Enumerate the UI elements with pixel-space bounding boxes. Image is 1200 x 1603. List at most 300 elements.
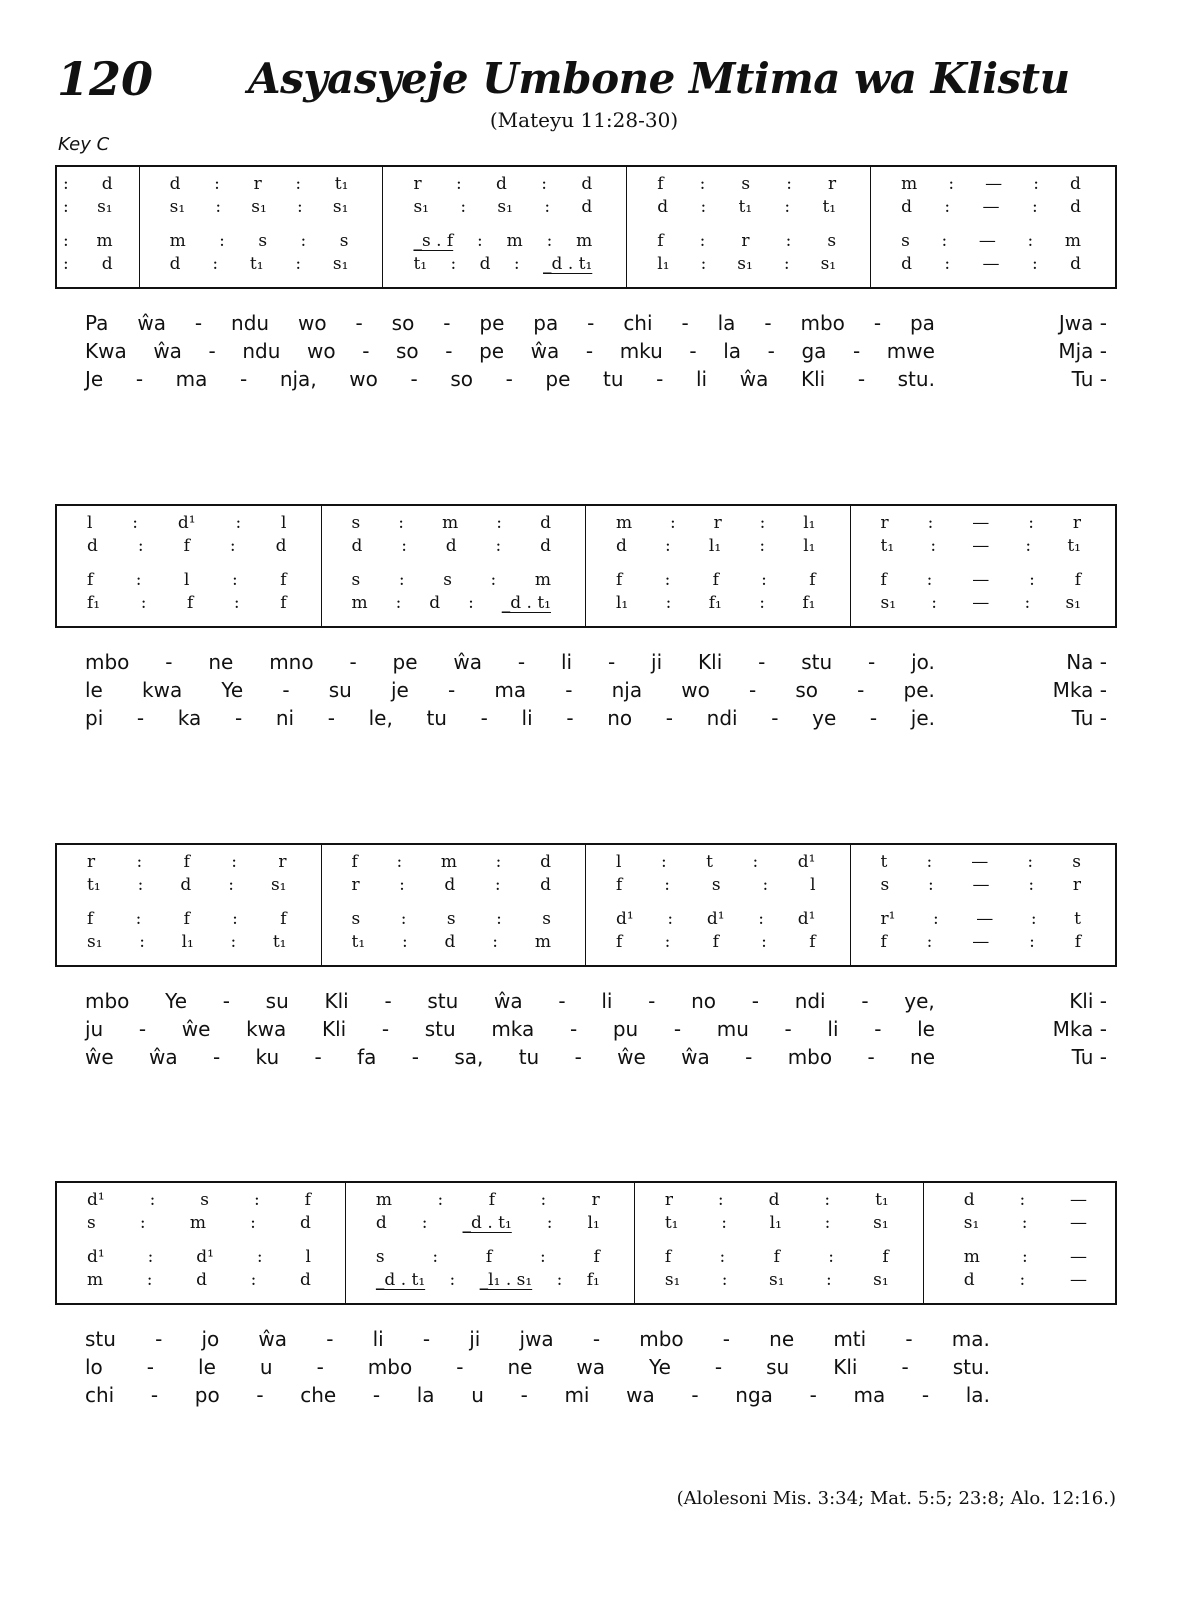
voice-row [586, 931, 850, 954]
solfa-note: s [901, 231, 910, 251]
solfa-note: d¹ [797, 852, 816, 872]
solfa-note: — [985, 174, 1003, 194]
solfa-note: t₁ [875, 1190, 889, 1210]
lyric-syllable: - [208, 339, 216, 363]
voice-row [346, 1246, 634, 1269]
lyric-syllable: - [517, 650, 526, 674]
solfa-note: f [280, 593, 287, 613]
lyric-syllable: - [349, 650, 357, 674]
voice-row [924, 1189, 1115, 1212]
solfa-note: d [169, 174, 181, 194]
solfa-note: l [810, 875, 816, 895]
solfa-note: : [1025, 536, 1032, 556]
lyric-line [85, 1381, 1107, 1409]
lyric-syllable: - [194, 311, 203, 335]
solfa-note: l [616, 852, 622, 872]
lyric-syllable: le [85, 678, 103, 702]
solfa-note: : [396, 852, 403, 872]
solfa-note: d [196, 1270, 207, 1290]
solfa-note: : [494, 875, 501, 895]
solfa-note: : [212, 254, 219, 274]
lyric-syllable: pe [392, 650, 418, 674]
lyric-syllable: fa [357, 1045, 377, 1069]
solfa-note: : [761, 932, 767, 952]
slurred-notes: _s . f [413, 231, 454, 251]
system-staff [55, 504, 1117, 628]
lyric-syllable: - [665, 706, 673, 730]
solfa-note: : [664, 570, 671, 590]
solfa-note: : [135, 570, 142, 590]
voice-row [346, 1212, 634, 1235]
solfa-note: — [972, 570, 990, 590]
voice-row [924, 1269, 1115, 1292]
solfa-note: d [963, 1190, 975, 1210]
solfa-note: f [657, 174, 664, 194]
lyric-syllable: so [391, 311, 415, 335]
solfa-note: : [927, 513, 934, 533]
lyric-syllable: ne [507, 1355, 533, 1379]
solfa-note: : [786, 174, 792, 194]
solfa-note: t [1074, 909, 1081, 929]
solfa-note: r [87, 852, 96, 872]
solfa-note: — [1069, 1247, 1087, 1267]
solfa-note: : [437, 1190, 444, 1210]
lyric-pickup: Tu - [1071, 367, 1107, 391]
lyric-syllable: - [240, 367, 248, 391]
solfa-note: r [664, 1190, 673, 1210]
solfa-note: — [976, 909, 994, 929]
lyric-syllable: kwa [142, 678, 183, 702]
solfa-note: : [63, 254, 69, 274]
voice-row [57, 1246, 345, 1269]
voice-row [57, 1189, 345, 1212]
lyric-syllable: ŵa [530, 339, 560, 363]
lyric-syllable: - [384, 989, 392, 1013]
lyric-syllable: le [198, 1355, 216, 1379]
solfa-note: : [132, 513, 139, 533]
lyric-syllable: - [558, 989, 566, 1013]
solfa-note: : [544, 197, 551, 217]
lyric-pickup: Mka - [1052, 1017, 1107, 1041]
lyric-syllable: stu. [952, 1355, 990, 1379]
lyric-syllable: pa [533, 311, 559, 335]
lyric-syllable: - [150, 1383, 159, 1407]
solfa-note: t₁ [738, 197, 753, 217]
lyric-pickup: Jwa - [1058, 311, 1107, 335]
lyric-syllable: sa, [454, 1045, 484, 1069]
solfa-note: : [759, 536, 766, 556]
solfa-note: : [670, 513, 676, 533]
solfa-note: d [1070, 174, 1081, 194]
voice-row [627, 230, 870, 253]
solfa-note: : [784, 197, 791, 217]
lyric-syllable: - [410, 367, 418, 391]
solfa-note: r [253, 174, 262, 194]
lyric-syllable: - [355, 311, 363, 335]
solfa-note: : [139, 1213, 146, 1233]
lyric-syllables [85, 1353, 990, 1381]
solfa-note: t [706, 852, 714, 872]
lyric-syllable: mku [619, 339, 663, 363]
voice-row [635, 1189, 923, 1212]
slurred-notes: _d . t₁ [501, 593, 551, 613]
solfa-note: : [140, 593, 147, 613]
lyric-syllable: - [155, 1327, 163, 1351]
lyric-syllable: - [480, 706, 488, 730]
lyric-syllable: - [314, 1045, 322, 1069]
measure [851, 506, 1116, 626]
lyric-syllables [85, 648, 935, 676]
solfa-note: r [278, 852, 287, 872]
lyric-syllable: - [587, 311, 595, 335]
solfa-note: s [351, 909, 361, 929]
voice-row [586, 569, 850, 592]
lyric-syllable: ŵa [149, 1045, 178, 1069]
lyric-syllable: ku [255, 1045, 280, 1069]
voice-row [322, 874, 586, 897]
solfa-note: : [230, 932, 237, 952]
solfa-note: d¹ [797, 909, 816, 929]
lyric-syllable: li [827, 1017, 839, 1041]
lyric-syllable: u [471, 1383, 484, 1407]
solfa-note: r [351, 875, 360, 895]
voice-row [57, 1269, 345, 1292]
solfa-note: d [657, 197, 669, 217]
solfa-note: : [944, 197, 951, 217]
solfa-note: f₁ [87, 593, 101, 613]
lyrics-block [85, 648, 1107, 732]
voice-row [851, 569, 1116, 592]
lyric-syllable: - [874, 1017, 882, 1041]
solfa-note: t₁ [272, 932, 287, 952]
lyric-syllable: - [689, 339, 697, 363]
solfa-note: t [880, 852, 888, 872]
voice-row [871, 253, 1115, 276]
lyric-syllable: jo. [911, 650, 935, 674]
lyric-pickup: Na - [1066, 650, 1107, 674]
lyric-syllable: ŵa [494, 989, 523, 1013]
lyric-line [85, 1015, 1107, 1043]
solfa-note: f [880, 932, 887, 952]
lyric-syllable: ma [494, 678, 527, 702]
solfa-note: l₁ [769, 1213, 782, 1233]
solfa-note: s [258, 231, 268, 251]
solfa-note: : [664, 932, 671, 952]
lyric-syllable: Kli [321, 1017, 347, 1041]
voice-row [57, 253, 139, 276]
voice-row [871, 196, 1115, 219]
solfa-note: d¹ [616, 909, 634, 929]
solfa-note: : [250, 1270, 257, 1290]
measure [322, 506, 587, 626]
solfa-note: s₁ [1065, 593, 1081, 613]
measure [57, 167, 140, 287]
lyric-syllable: mbo [800, 311, 845, 335]
lyric-syllable: pe [479, 339, 505, 363]
solfa-note: : [398, 513, 405, 533]
solfa-note: t₁ [87, 875, 101, 895]
lyric-syllable: lo [85, 1355, 103, 1379]
solfa-note: — [982, 197, 1000, 217]
lyric-syllable: mbo [639, 1327, 684, 1351]
solfa-note: d [581, 197, 593, 217]
solfa-note: m [169, 231, 186, 251]
solfa-note: : [828, 1247, 834, 1267]
lyric-syllable: - [566, 706, 574, 730]
solfa-note: : [928, 875, 934, 895]
solfa-note: : [455, 174, 462, 194]
lyric-syllable: - [372, 1383, 381, 1407]
solfa-note: s [880, 875, 890, 895]
voice-row [851, 874, 1116, 897]
solfa-note: d [275, 536, 287, 556]
lyric-syllable: ndu [231, 311, 270, 335]
solfa-note: : [214, 174, 220, 194]
solfa-note: : [546, 1213, 553, 1233]
solfa-note: : [699, 231, 706, 251]
solfa-note: : [556, 1270, 563, 1290]
lyric-syllable: Kwa [85, 339, 127, 363]
solfa-note: d [300, 1213, 311, 1233]
solfa-note: m [576, 231, 593, 251]
solfa-note: d [169, 254, 181, 274]
measure [871, 167, 1115, 287]
solfa-note: : [759, 513, 766, 533]
solfa-note: — [972, 513, 990, 533]
solfa-note: d [581, 174, 593, 194]
solfa-note: : [540, 1190, 547, 1210]
solfa-note: : [495, 536, 502, 556]
lyric-syllables [85, 676, 935, 704]
lyric-syllable: - [456, 1355, 464, 1379]
solfa-note: : [931, 593, 938, 613]
solfa-note: m [189, 1213, 206, 1233]
scripture-reference: (Mateyu 11:28-30) [489, 108, 679, 132]
solfa-note: d [351, 536, 363, 556]
lyric-syllable: stu [427, 989, 459, 1013]
solfa-note: m [87, 1270, 104, 1290]
voice-row [586, 512, 850, 535]
solfa-note: f [616, 570, 623, 590]
lyric-pickup: Mja - [1058, 339, 1107, 363]
lyric-syllable: wo [307, 339, 336, 363]
solfa-note: l₁ [657, 254, 670, 274]
solfa-note: — [978, 231, 996, 251]
solfa-note: : [1028, 875, 1035, 895]
voice-row [57, 173, 139, 196]
solfa-note: s [446, 909, 456, 929]
voice-row [322, 931, 586, 954]
lyric-syllables [85, 309, 935, 337]
solfa-note: r [713, 513, 722, 533]
solfa-note: l [87, 513, 93, 533]
solfa-note: : [400, 909, 407, 929]
lyric-syllable: ŵe [181, 1017, 211, 1041]
lyric-syllable: - [681, 311, 689, 335]
solfa-note: d [444, 932, 456, 952]
measure [586, 506, 851, 626]
solfa-note: l₁ [181, 932, 194, 952]
lyric-syllable: - [751, 989, 759, 1013]
lyric-syllable: - [165, 650, 173, 674]
lyrics-block [85, 1325, 1107, 1409]
lyric-syllable: - [921, 1383, 930, 1407]
solfa-note: : [1031, 254, 1038, 274]
solfa-note: s₁ [880, 593, 897, 613]
solfa-note: f [882, 1247, 889, 1267]
lyric-syllable: - [136, 706, 145, 730]
lyric-syllable: - [771, 706, 779, 730]
solfa-note: m [506, 231, 523, 251]
lyric-syllable: mi [564, 1383, 590, 1407]
measure [346, 1183, 635, 1303]
voice-row [383, 173, 626, 196]
solfa-note: d¹ [196, 1247, 214, 1267]
lyric-syllable: stu [85, 1327, 116, 1351]
solfa-note: m [440, 852, 457, 872]
solfa-note: : [468, 593, 474, 613]
lyric-syllable: - [714, 1355, 723, 1379]
lyric-syllables [85, 1043, 935, 1071]
slurred-notes: _l₁ . s₁ [479, 1270, 533, 1290]
solfa-note: f [809, 570, 816, 590]
voice-row [322, 569, 586, 592]
lyric-syllable: mwe [886, 339, 935, 363]
lyric-syllable: li [372, 1327, 384, 1351]
measure [322, 845, 587, 965]
voice-row [57, 230, 139, 253]
solfa-note: : [449, 1270, 456, 1290]
lyric-syllable: - [852, 339, 861, 363]
solfa-note: s [87, 1213, 96, 1233]
solfa-note: : [295, 174, 302, 194]
lyric-syllable: ndi [706, 706, 738, 730]
solfa-note: — [972, 875, 990, 895]
lyric-syllable: so [396, 339, 419, 363]
lyric-syllable: la [723, 339, 742, 363]
solfa-note: : [944, 254, 951, 274]
voice-row [871, 173, 1115, 196]
solfa-note: d [901, 254, 913, 274]
footer-references: (Alolesoni Mis. 3:34; Mat. 5:5; 23:8; Alo. 12:16.) [676, 1488, 1116, 1509]
lyric-syllable: u [259, 1355, 273, 1379]
solfa-note: s [1072, 852, 1081, 872]
solfa-note: t₁ [413, 254, 428, 274]
solfa-note: r [1072, 513, 1081, 533]
lyric-syllable: Kli [698, 650, 723, 674]
lyric-pickup: Tu - [1071, 1045, 1107, 1069]
voice-row [57, 1212, 345, 1235]
lyric-syllable: le [917, 1017, 935, 1041]
lyric-syllable: li [696, 367, 708, 391]
solfa-note: f [187, 593, 194, 613]
voice-row [635, 1246, 923, 1269]
solfa-note: : [135, 909, 142, 929]
solfa-note: l₁ [587, 1213, 600, 1233]
system-staff [55, 165, 1117, 289]
lyric-syllable: - [905, 1327, 913, 1351]
lyric-syllable: stu. [897, 367, 935, 391]
solfa-note: l [184, 570, 190, 590]
voice-row [140, 173, 383, 196]
solfa-note: : [450, 254, 457, 274]
lyric-syllable: - [362, 339, 370, 363]
voice-row [322, 512, 586, 535]
solfa-note: m [96, 231, 113, 251]
lyric-syllable: ka [177, 706, 202, 730]
solfa-note: : [665, 536, 671, 556]
voice-row [924, 1246, 1115, 1269]
solfa-note: m [616, 513, 633, 533]
lyric-syllable: - [673, 1017, 682, 1041]
lyric-syllable: ni [275, 706, 295, 730]
solfa-note: s₁ [169, 197, 186, 217]
solfa-note: : [761, 570, 767, 590]
measure [635, 1183, 924, 1303]
solfa-note: s₁ [332, 254, 349, 274]
solfa-note: d [1070, 254, 1081, 274]
voice-row [346, 1189, 634, 1212]
voice-row [851, 908, 1116, 931]
solfa-note: : [1033, 174, 1039, 194]
lyric-syllable: tu [426, 706, 447, 730]
solfa-note: s₁ [87, 932, 103, 952]
lyric-syllable: pe [545, 367, 571, 391]
lyric-syllable: jo [201, 1327, 220, 1351]
solfa-note: : [513, 254, 520, 274]
lyric-syllable: Ye [165, 989, 188, 1013]
solfa-note: : [250, 1213, 256, 1233]
measure [851, 845, 1116, 965]
lyric-syllable: nga [735, 1383, 773, 1407]
solfa-note: : [721, 1213, 727, 1233]
solfa-note: — [1070, 1213, 1087, 1233]
solfa-note: : [660, 852, 667, 872]
solfa-note: s [741, 174, 751, 194]
solfa-note: : [139, 932, 145, 952]
solfa-note: : [1030, 909, 1037, 929]
solfa-note: : [256, 1247, 263, 1267]
lyric-line [85, 1043, 1107, 1071]
lyric-syllables [85, 704, 935, 732]
lyric-syllable: pu [612, 1017, 639, 1041]
solfa-note: : [752, 852, 759, 872]
solfa-note: d [540, 536, 551, 556]
solfa-note: : [398, 570, 405, 590]
solfa-note: t₁ [249, 254, 264, 274]
measure [924, 1183, 1115, 1303]
lyric-syllable: ma. [951, 1327, 990, 1351]
solfa-note: : [401, 536, 407, 556]
solfa-note: d [180, 875, 192, 895]
lyric-syllable: - [574, 1045, 582, 1069]
voice-row [871, 230, 1115, 253]
lyric-line [85, 1353, 1107, 1381]
solfa-note: : [63, 197, 69, 217]
solfa-note: m [534, 932, 551, 952]
lyric-syllable: li [601, 989, 613, 1013]
lyric-syllable: - [869, 706, 878, 730]
voice-row [627, 173, 870, 196]
solfa-note: d [540, 852, 551, 872]
voice-row [851, 535, 1116, 558]
lyric-syllable: mno [269, 650, 314, 674]
solfa-note: : [1019, 1270, 1026, 1290]
voice-row [140, 230, 383, 253]
solfa-note: m [351, 593, 368, 613]
solfa-note: s₁ [768, 1270, 785, 1290]
solfa-note: : [700, 197, 707, 217]
